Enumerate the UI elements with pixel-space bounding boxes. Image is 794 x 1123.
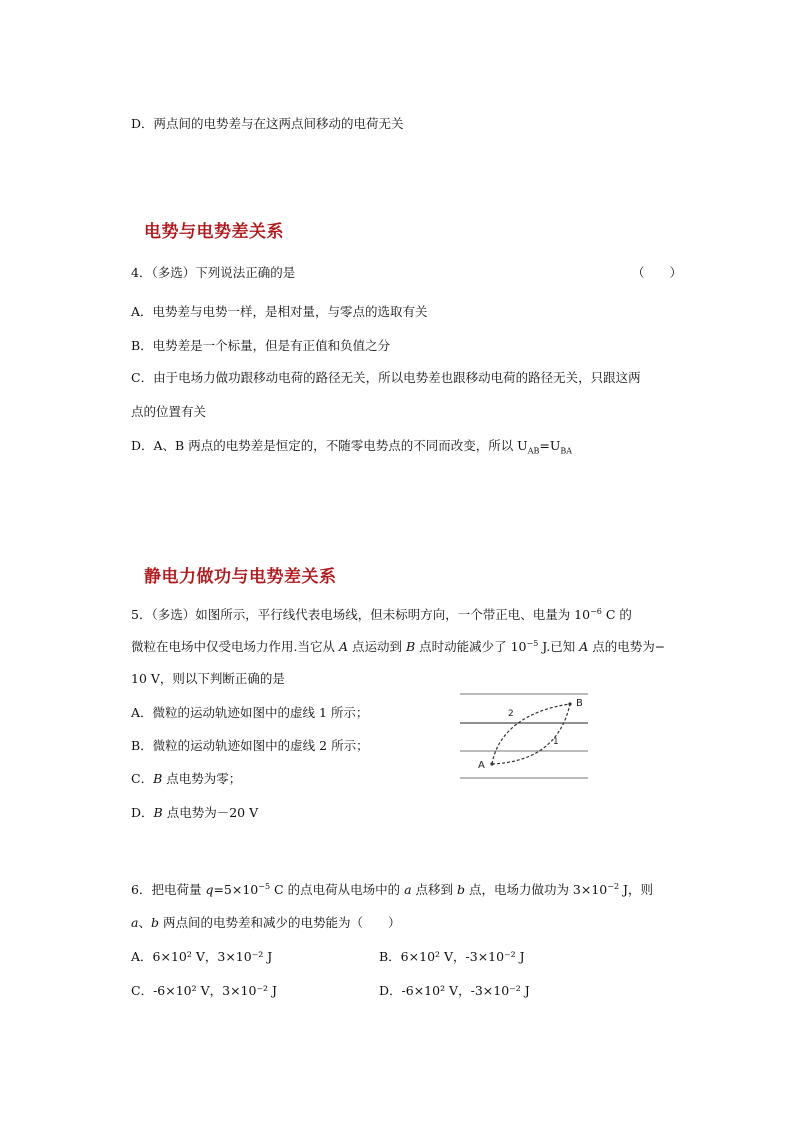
- q6-charge-symbol: q: [205, 882, 214, 897]
- q4-stem: 4．（多选）下列说法正确的是: [131, 265, 296, 280]
- q6-option-c: C．-6×10² V，3×10⁻² J: [131, 983, 278, 998]
- q5-stem-line3: 10 V，则以下判断正确的是: [131, 671, 285, 686]
- q6-point-a: a: [404, 882, 412, 897]
- q6-line2-separator: 、: [138, 915, 151, 930]
- q6-line1-work: 点，电场力做功为 3×10: [464, 882, 608, 897]
- trajectory-1: [492, 704, 570, 764]
- q4-option-c-line1: C．由于电场力做功跟移动电荷的路径无关，所以电势差也跟移动电荷的路径无关，只跟这两: [131, 370, 641, 385]
- q5-point-a: A: [338, 639, 348, 654]
- q6-line2-text: 两点间的电势差和减少的电势能为（ ）: [158, 915, 401, 930]
- q6-line1-tail: J，则: [619, 882, 654, 897]
- q5-point-a-2: A: [579, 639, 589, 654]
- q4-option-d-sub-ab: AB: [527, 446, 540, 456]
- q5-line1-text: 5．（多选）如图所示，平行线代表电场线，但未标明方向，一个带正电、电量为 10: [131, 607, 591, 622]
- q6-option-a: A．6×10² V，3×10⁻² J: [131, 949, 273, 964]
- q4-option-d-eq: =U: [539, 438, 561, 453]
- point-b-marker: [568, 702, 571, 705]
- q5-line2-text: 微粒在电场中仅受电场力作用.当它从: [131, 639, 339, 654]
- figure-label-2: 2: [508, 709, 514, 719]
- q5-line1-exponent: −6: [590, 606, 602, 616]
- q4-option-b: B．电势差是一个标量，但是有正值和负值之分: [131, 338, 391, 353]
- q5-option-d: [131, 805, 258, 821]
- q4-option-d-text: D．A、B 两点的电势差是恒定的，不随零电势点的不同而改变，所以 U: [131, 438, 528, 453]
- q6-line2-point-a: a: [131, 915, 139, 930]
- figure-label-a: A: [478, 760, 485, 771]
- q5-option-c-text: 点电势为零；: [162, 771, 242, 786]
- q5-line2-tail: 点的电势为−: [588, 639, 666, 654]
- q4-option-d-sub-ba: BA: [560, 446, 573, 456]
- figure-label-1: 1: [553, 737, 559, 747]
- q5-option-c: [131, 771, 241, 787]
- q6-option-d: D．-6×10² V，-3×10⁻² J: [379, 983, 530, 998]
- q3-option-d: D．两点间的电势差与在这两点间移动的电荷无关: [131, 116, 404, 131]
- figure-label-b: B: [576, 698, 583, 709]
- q5-stem-line1: [131, 607, 632, 623]
- q5-option-d-letter: D．: [131, 805, 154, 820]
- q5-option-d-text: 点电势为－20 V: [162, 805, 259, 820]
- q4-option-a: A．电势差与电势一样，是相对量，与零点的选取有关: [131, 304, 428, 319]
- section-title-work-potential-difference: 静电力做功与电势差关系: [144, 567, 337, 587]
- q4-option-c-line2: 点的位置有关: [131, 404, 207, 419]
- q5-option-d-point: B: [153, 805, 163, 820]
- q6-line1-text: 6．把电荷量: [131, 882, 206, 897]
- q5-line2-exponent: −5: [526, 638, 539, 648]
- q6-charge-exponent: −5: [258, 881, 271, 891]
- q6-stem-line2: [131, 915, 400, 931]
- q6-option-b: B．6×10² V，-3×10⁻² J: [379, 949, 525, 964]
- q5-line2-mid: 点运动到: [347, 639, 406, 654]
- point-a-marker: [490, 762, 493, 765]
- q4-option-d: [131, 438, 572, 454]
- q5-point-b: B: [405, 639, 416, 654]
- q5-option-c-letter: C．: [131, 771, 154, 786]
- q5-line2-energy: 点时动能减少了 10: [415, 639, 527, 654]
- q6-line1-mid: C 的点电荷从电场中的: [270, 882, 405, 897]
- q5-line1-tail: C 的: [601, 607, 632, 622]
- q6-line1-move: 点移到: [411, 882, 457, 897]
- q5-stem-line2: [131, 639, 665, 655]
- q6-line2-point-b: b: [150, 915, 159, 930]
- q6-point-b: b: [456, 882, 465, 897]
- q5-option-a: A．微粒的运动轨迹如图中的虚线 1 所示；: [131, 705, 369, 720]
- q5-line2-known: J.已知: [538, 639, 580, 654]
- q4-answer-bracket: （ ）: [632, 265, 683, 280]
- q5-option-c-point: B: [153, 771, 163, 786]
- field-line-figure: [458, 690, 590, 782]
- q6-work-exponent: −2: [607, 881, 620, 891]
- section-title-potential-difference: 电势与电势差关系: [144, 222, 284, 242]
- q6-charge-value: =5×10: [213, 882, 259, 897]
- q6-stem-line1: [131, 882, 653, 898]
- q5-option-b: B．微粒的运动轨迹如图中的虚线 2 所示；: [131, 738, 369, 753]
